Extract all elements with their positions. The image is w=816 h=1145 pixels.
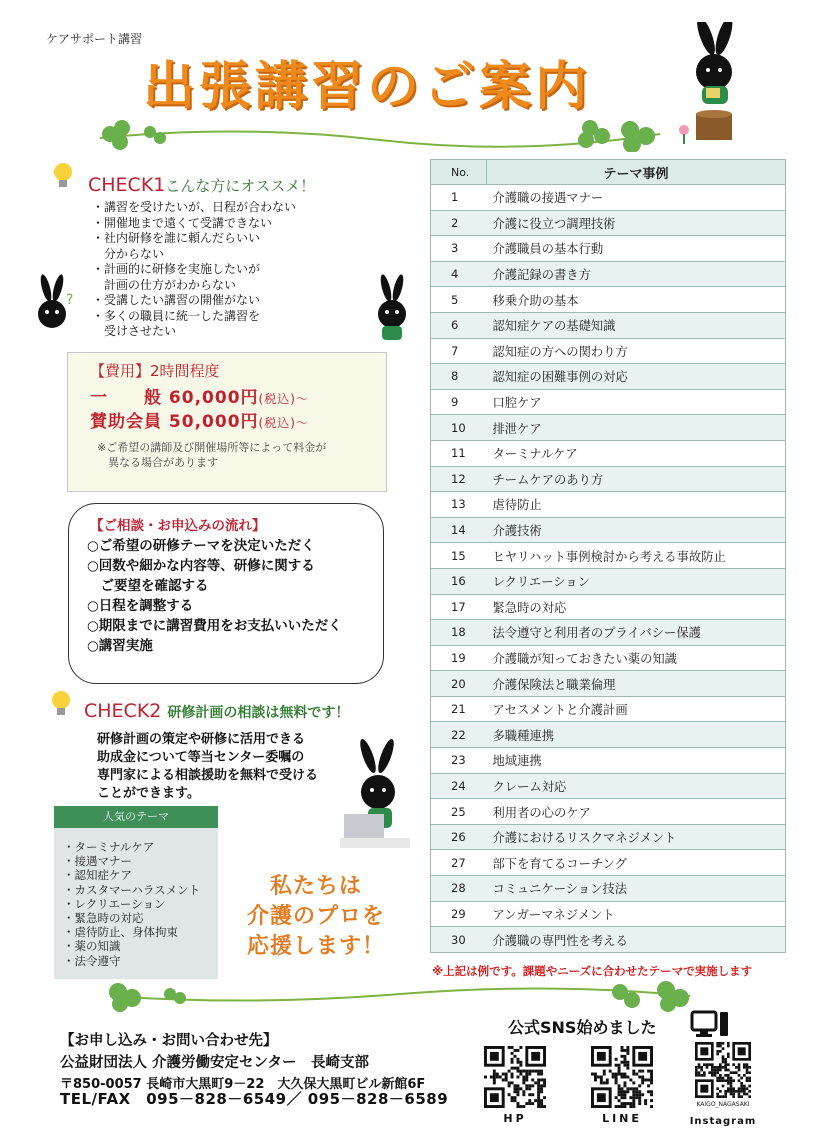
row-number: 2 (431, 210, 487, 236)
check2-line: 研修計画の策定や研修に活用できる (97, 732, 306, 747)
fee-member-tax: (税込)～ (258, 416, 309, 430)
row-theme: 介護職の接遇マナー (487, 185, 786, 211)
list-item: ・多くの職員に統一した講習を (92, 308, 261, 323)
qr-code-hp[interactable] (484, 1046, 546, 1108)
row-theme: 口腔ケア (487, 389, 786, 415)
table-row (431, 799, 786, 825)
row-theme: レクリエーション (487, 568, 786, 594)
check1-label: CHECK1 (88, 174, 166, 196)
flow-steps (87, 536, 379, 656)
popular-themes-list (63, 840, 218, 968)
list-item: 受けさせたい (92, 324, 177, 338)
list-item: ・接遇マナー (63, 854, 132, 869)
row-theme: 認知症の方への関わり方 (487, 338, 786, 364)
table-row (431, 671, 786, 697)
fee-member-label: 賛助会員 (90, 412, 162, 432)
svg-text:?: ? (66, 292, 74, 308)
row-theme: 虐待防止 (487, 492, 786, 518)
row-number: 22 (431, 722, 487, 748)
check2-subtitle: 研修計画の相談は無料です！ (167, 705, 350, 721)
table-row (431, 338, 786, 364)
contact-title: 【お申し込み・お問い合わせ先】 (60, 1033, 278, 1049)
row-number: 4 (431, 261, 487, 287)
check2-line: ことができます。 (97, 786, 200, 801)
column-header-no: No. (431, 160, 487, 185)
row-theme: 介護職員の基本行動 (487, 236, 786, 262)
slogan-line: 介護のプロを (246, 904, 385, 929)
table-row (431, 824, 786, 850)
row-theme: クレーム対応 (487, 773, 786, 799)
row-theme: 介護職が知っておきたい薬の知識 (487, 645, 786, 671)
table-row (431, 543, 786, 569)
fee-title: 【費用】2時間程度 (90, 362, 220, 380)
flow-title: 【ご相談・お申込みの流れ】 (90, 518, 266, 534)
table-row (431, 927, 786, 953)
rabbit-question-illustration (28, 274, 78, 344)
row-number: 27 (431, 850, 487, 876)
list-item: ・講習を受けたいが、日程が合わない (92, 200, 297, 214)
table-row (431, 594, 786, 620)
row-number: 5 (431, 287, 487, 313)
fee-member (90, 407, 309, 432)
list-item: ・ターミナルケア (63, 840, 155, 854)
check2-body (97, 731, 357, 803)
row-theme: 利用者の心のケア (487, 799, 786, 825)
table-row (431, 748, 786, 774)
row-number: 11 (431, 440, 487, 466)
fee-general (90, 383, 309, 408)
table-row (431, 568, 786, 594)
row-number: 9 (431, 389, 487, 415)
table-row (431, 466, 786, 492)
vine-decoration-top (90, 112, 670, 152)
row-number: 29 (431, 901, 487, 927)
rabbit-mascot-watering-illustration (676, 22, 762, 150)
row-theme: 排泄ケア (487, 415, 786, 441)
row-theme: 移乗介助の基本 (487, 287, 786, 313)
row-theme: ヒヤリハット事例検討から考える事故防止 (487, 543, 786, 569)
row-theme: 介護に役立つ調理技術 (487, 210, 786, 236)
fee-note-line: ※ご希望の講師及び開催場所等によって料金が (97, 441, 327, 454)
row-theme: 介護保険法と職業倫理 (487, 671, 786, 697)
flow-step: ○講習実施 (87, 638, 153, 654)
lightbulb-icon (50, 688, 72, 718)
table-row (431, 876, 786, 902)
row-number: 30 (431, 927, 487, 953)
table-row (431, 620, 786, 646)
computer-icon (690, 1010, 730, 1038)
row-theme: ターミナルケア (487, 440, 786, 466)
row-theme: 部下を育てるコーチング (487, 850, 786, 876)
theme-table-body (431, 185, 786, 953)
row-theme: 多職種連携 (487, 722, 786, 748)
fee-member-price: 50,000円 (168, 412, 259, 432)
table-row (431, 773, 786, 799)
row-number: 17 (431, 594, 487, 620)
kicker-text: ケアサポート講習 (46, 32, 143, 46)
row-number: 1 (431, 185, 487, 211)
page-title: 出張講習のご案内 (143, 57, 592, 117)
table-row (431, 389, 786, 415)
list-item: ・緊急時の対応 (63, 911, 144, 926)
row-theme: 認知症の困難事例の対応 (487, 364, 786, 390)
table-row (431, 185, 786, 211)
row-theme: 緊急時の対応 (487, 594, 786, 620)
flow-step: ○日程を調整する (87, 598, 194, 614)
list-item: ・開催地まで遠くて受講できない (92, 215, 273, 230)
theme-table (430, 159, 786, 953)
row-theme: チームケアのあり方 (487, 466, 786, 492)
qr-label-line: LINE (602, 1112, 642, 1125)
slogan (236, 872, 396, 962)
check2-label: CHECK2 (84, 700, 162, 722)
list-item: ・薬の知識 (63, 939, 121, 954)
column-header-theme: テーマ事例 (487, 160, 786, 185)
check2-line: 専門家による相談援助を無料で受ける (97, 768, 319, 783)
sns-heading: 公式SNS始めました (508, 1018, 657, 1037)
flow-step: ○ご希望の研修テーマを決定いただく (87, 538, 315, 554)
check2-line: 助成金について等当センター委嘱の (97, 750, 305, 765)
row-theme: コミュニケーション技法 (487, 876, 786, 902)
flow-step: ご要望を確認する (87, 578, 209, 594)
table-row (431, 287, 786, 313)
table-row (431, 312, 786, 338)
row-number: 8 (431, 364, 487, 390)
slogan-line: 応援します！ (246, 934, 385, 959)
row-number: 21 (431, 696, 487, 722)
row-number: 25 (431, 799, 487, 825)
lightbulb-icon (52, 160, 74, 190)
list-item: ・受講したい講習の開催がない (92, 293, 261, 307)
list-item: ・社内研修を誰に頼んだらいい (92, 231, 261, 245)
table-row (431, 440, 786, 466)
row-number: 13 (431, 492, 487, 518)
row-theme: 認知症ケアの基礎知識 (487, 312, 786, 338)
popular-themes-heading: 人気のテーマ (54, 806, 218, 828)
row-number: 7 (431, 338, 487, 364)
list-item: ・認知症ケア (63, 868, 132, 883)
row-number: 10 (431, 415, 487, 441)
list-item: 分からない (92, 246, 165, 261)
contact-organization: 公益財団法人 介護労働安定センター 長崎支部 (60, 1055, 369, 1071)
list-item: ・カスタマーハラスメント (63, 882, 201, 897)
row-number: 16 (431, 568, 487, 594)
row-number: 28 (431, 876, 487, 902)
flow-step: ○回数や細かな内容等、研修に関する (87, 558, 315, 574)
table-row (431, 517, 786, 543)
table-row (431, 415, 786, 441)
qr-code-instagram[interactable] (695, 1042, 751, 1098)
row-number: 14 (431, 517, 487, 543)
qr-label-instagram: Instagram (689, 1116, 757, 1127)
row-number: 15 (431, 543, 487, 569)
row-theme: 地域連携 (487, 748, 786, 774)
row-theme: 法令遵守と利用者のプライバシー保護 (487, 620, 786, 646)
row-number: 3 (431, 236, 487, 262)
row-theme: 介護職の専門性を考える (487, 927, 786, 953)
slogan-line: 私たちは (269, 874, 362, 899)
fee-general-label: 一 般 (90, 388, 162, 408)
row-number: 24 (431, 773, 487, 799)
table-row (431, 722, 786, 748)
table-row (431, 850, 786, 876)
table-row (431, 645, 786, 671)
fee-note (97, 440, 372, 470)
row-number: 18 (431, 620, 487, 646)
check1-heading (88, 174, 315, 196)
row-number: 6 (431, 312, 487, 338)
row-number: 19 (431, 645, 487, 671)
row-number: 12 (431, 466, 487, 492)
fee-general-price: 60,000円 (168, 388, 259, 408)
table-row (431, 261, 786, 287)
row-theme: 介護におけるリスクマネジメント (487, 824, 786, 850)
table-row (431, 696, 786, 722)
table-row (431, 210, 786, 236)
check2-heading (84, 700, 349, 722)
row-theme: 介護技術 (487, 517, 786, 543)
row-number: 26 (431, 824, 487, 850)
row-theme: アンガーマネジメント (487, 901, 786, 927)
fee-note-line: 異なる場合があります (97, 456, 218, 469)
fee-general-tax: (税込)～ (258, 392, 309, 406)
list-item: 計画の仕方がわからない (92, 277, 237, 292)
instagram-handle: KAIGO_NAGASAKI (696, 1101, 750, 1108)
contact-address: 〒850-0057 長崎市大黒町9－22 大久保大黒町ビル新館6F (60, 1077, 426, 1092)
row-number: 23 (431, 748, 487, 774)
rabbit-sparkle-illustration (368, 274, 416, 344)
table-row (431, 236, 786, 262)
check1-subtitle: こんな方にオススメ！ (165, 177, 316, 195)
row-number: 20 (431, 671, 487, 697)
qr-label-hp: HP (503, 1112, 527, 1125)
qr-code-line[interactable] (591, 1046, 653, 1108)
contact-telephone: TEL/FAX 095－828－6549／ 095－828－6589 (60, 1090, 449, 1108)
table-row (431, 492, 786, 518)
list-item: ・レクリエーション (63, 896, 166, 911)
table-header-row (431, 160, 786, 185)
check1-list (92, 200, 342, 340)
list-item: ・法令遵守 (63, 953, 121, 968)
table-note: ※上記は例です。課題やニーズに合わせたテーマで実施します (432, 964, 753, 978)
vine-decoration-bottom (100, 976, 700, 1012)
row-theme: アセスメントと介護計画 (487, 696, 786, 722)
table-row (431, 364, 786, 390)
flow-step: ○期限までに講習費用をお支払いいただく (87, 618, 342, 634)
list-item: ・虐待防止、身体拘束 (63, 925, 178, 940)
rabbit-laptop-illustration (340, 738, 416, 854)
list-item: ・計画的に研修を実施したいが (92, 262, 261, 276)
table-row (431, 901, 786, 927)
row-theme: 介護記録の書き方 (487, 261, 786, 287)
